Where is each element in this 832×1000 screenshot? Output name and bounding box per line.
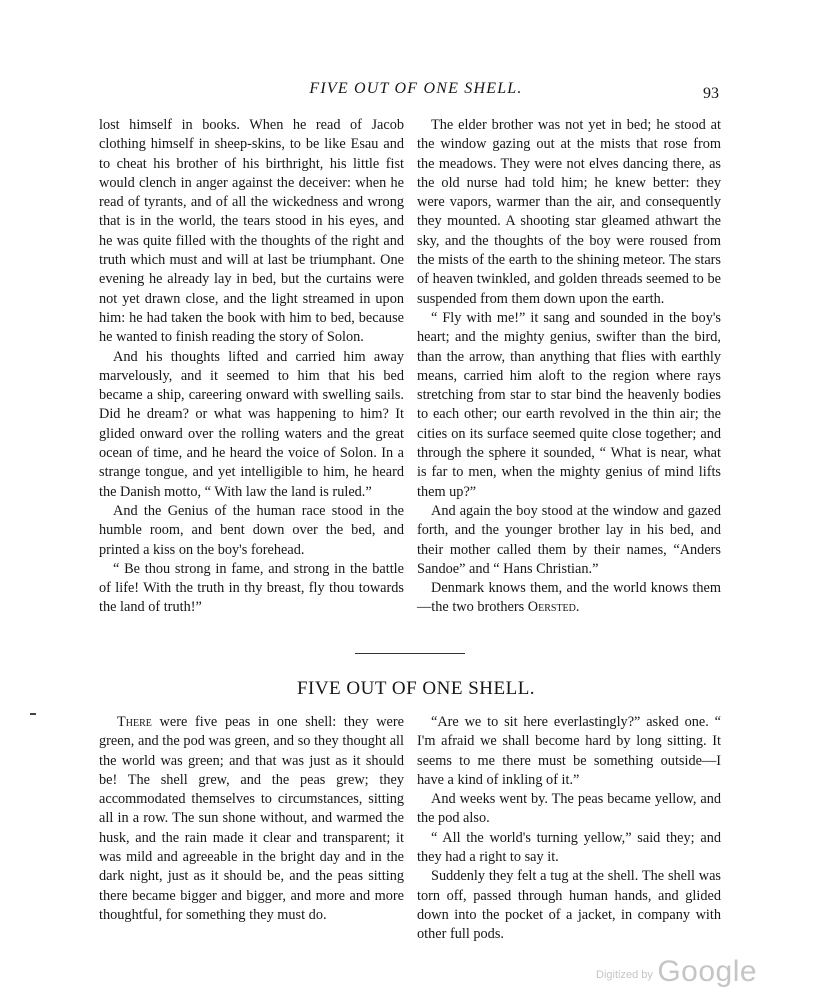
paragraph: lost himself in books. When he read of Jacob clothing himself in sheep-skins, to be like Esau and to cheat his brother of his birthright, his little fist would clench in anger against the deceiver: when he read of tyrants, and of all the wickedness and wrong that is in the world, the tears stood in his eyes, and he was quite filled with the thoughts of the right and truth which must and will at last be triumphant. One evening he already lay in bed, but the curtains were not yet drawn close, and the light streamed in upon him: he had taken the book with him to bed, because he wanted to finish reading the story of Solon.	[99, 117, 404, 346]
paragraph: “ Be thou strong in fame, and strong in the battle of life! With the truth in thy breast, fly thou towards the land of truth!”	[99, 560, 404, 616]
paragraph-text: were five peas in one shell: they were green, and the pod was green, and so they thought all the world was green; and that was just as it should be! The shell grew, and the peas grew; they accommodated themselves to circumstances, sitting all in a row. The sun shone without, and warmed the husk, and the rain made it clear and transparent; it was mild and agreeable in the bright day and in the dark night, just as it should be, and the peas sitting there became bigger and bigger, and more and more thoughtful, for something they must do.	[99, 714, 404, 923]
paragraph: Suddenly they felt a tug at the shell. The shell was torn off, passed through human hands, and glided down into the pocket of a jacket, in company with other full pods.	[417, 868, 721, 943]
top-right-column	[417, 116, 721, 618]
bottom-left-column	[99, 713, 404, 925]
margin-mark	[30, 713, 36, 715]
watermark-prefix: Digitized by	[596, 969, 653, 981]
bottom-right-column	[417, 713, 721, 945]
digitized-watermark	[596, 955, 757, 989]
google-logo: Google	[657, 955, 758, 988]
section-divider-rule	[355, 653, 465, 654]
paragraph: And again the boy stood at the window and gazed forth, and the younger brother lay in his bed, and their mother called them by their names, “Anders Sandoe” and “ Hans Christian.”	[417, 502, 721, 577]
paragraph: And his thoughts lifted and carried him away marvelously, and it seemed to him that his bed became a ship, careering onward with swelling sails. Did he dream? or what was happening to him? It glided onward over the rolling waters and the great ocean of time, and he heard the voice of Solon. In a strange tongue, and yet intelligible to him, he heard the Danish motto, “ With law the land is ruled.”	[99, 348, 404, 500]
paragraph	[417, 579, 721, 618]
page-number: 93	[703, 85, 719, 102]
running-header-title: FIVE OUT OF ONE SHELL.	[309, 80, 523, 97]
paragraph-text: Denmark knows them, and the world knows them—the two brothers	[417, 580, 721, 616]
section-heading: FIVE OUT OF ONE SHELL.	[296, 678, 536, 699]
lead-word: There	[117, 714, 152, 730]
paragraph: “ All the world's turning yellow,” said they; and they had a right to say it.	[417, 829, 721, 866]
paragraph: And the Genius of the human race stood in the humble room, and bent down over the bed, and printed a kiss on the boy's forehead.	[99, 502, 404, 558]
paragraph: “Are we to sit here everlastingly?” asked one. “ I'm afraid we shall become hard by long sitting. It seems to me there must be something outside—I have a kind of inkling of it.”	[417, 714, 721, 788]
paragraph	[99, 713, 404, 925]
top-left-column	[99, 116, 404, 618]
paragraph: The elder brother was not yet in bed; he stood at the window gazing out at the mists that rose from the meadows. They were not elves dancing there, as the old nurse had told him; he knew better: they were vapors, warmer than the air, and consequently they mounted. A shooting star gleamed athwart the sky, and the thoughts of the boy were roused from the mists of the earth to the shining meteor. The stars of heaven twinkled, and golden threads seemed to be suspended from them down upon the earth.	[417, 117, 721, 307]
brothers-name: Oersted.	[527, 599, 580, 616]
paragraph: “ Fly with me!” it sang and sounded in the boy's heart; and the mighty genius, swifter than the bird, than the arrow, than anything that flies with earthly means, carried him aloft to the region where rays stretching from star to star bind the heavenly bodies to each other; our earth revolved in the thin air; the cities on its surface seemed quite close together; and through the sphere it sounded, “ What is near, what is far to men, when the mighty genius of mind lifts them up?”	[417, 309, 721, 500]
paragraph: And weeks went by. The peas became yellow, and the pod also.	[417, 791, 721, 827]
